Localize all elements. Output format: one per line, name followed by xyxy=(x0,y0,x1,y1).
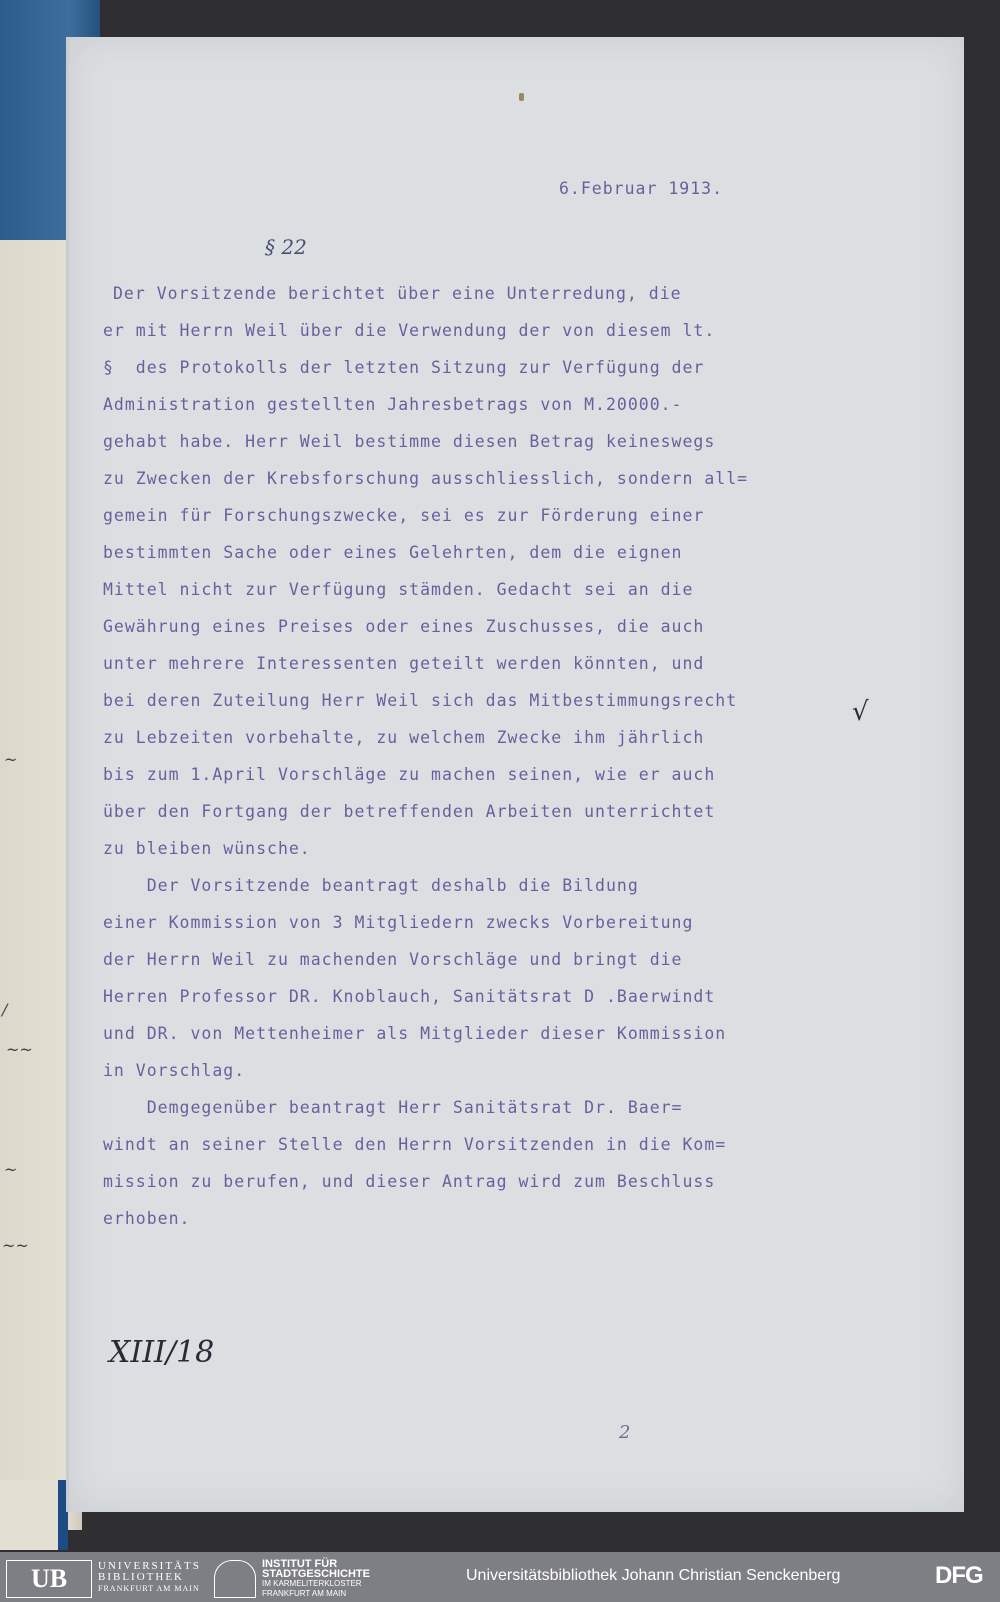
text-line: Administration gestellten Jahresbetrags von M.20000.- xyxy=(103,395,683,414)
document-date: 6.Februar 1913. xyxy=(559,179,724,198)
text-line: der Herrn Weil zu machenden Vorschläge und bringt die xyxy=(103,950,683,969)
ub-line-2: BIBLIOTHEK xyxy=(98,1571,184,1583)
text-line: gehabt habe. Herr Weil bestimme diesen Betrag keineswegs xyxy=(103,432,716,451)
text-line: er mit Herrn Weil über die Verwendung der von diesem lt. xyxy=(103,321,716,340)
text-line: einer Kommission von 3 Mitgliedern zwecks Vorbereitung xyxy=(103,913,694,932)
text-line: in Vorschlag. xyxy=(103,1061,246,1080)
footer-bar xyxy=(0,1552,1000,1602)
text-line: gemein für Forschungszwecke, sei es zur Förderung einer xyxy=(103,506,705,525)
text-line: Der Vorsitzende beantragt deshalb die Bildung xyxy=(103,876,639,895)
dfg-logo[interactable]: DFG xyxy=(935,1562,983,1589)
text-line: bei deren Zuteilung Herr Weil sich das Mitbestimmungsrecht xyxy=(103,691,738,710)
text-line: zu Zwecken der Krebsforschung ausschliesslich, sondern all= xyxy=(103,469,749,488)
text-line: Herren Professor DR. Knoblauch, Sanitätsrat D .Baerwindt xyxy=(103,987,716,1006)
text-line: Mittel nicht zur Verfügung stämden. Gedacht sei an die xyxy=(103,580,694,599)
text-line: Demgegenüber beantragt Herr Sanitätsrat Dr. Baer= xyxy=(103,1098,683,1117)
page-number: 2 xyxy=(619,1422,631,1443)
document-page xyxy=(66,37,964,1512)
text-line: erhoben. xyxy=(103,1209,191,1228)
isg-line-1: INSTITUT FÜR xyxy=(262,1558,338,1570)
text-line: windt an seiner Stelle den Herrn Vorsitzenden in die Kom= xyxy=(103,1135,727,1154)
text-line: bis zum 1.April Vorschläge zu machen seinen, wie er auch xyxy=(103,765,716,784)
text-line: bestimmten Sache oder eines Gelehrten, dem die eignen xyxy=(103,543,683,562)
isg-line-2: STADTGESCHICHTE xyxy=(262,1568,370,1580)
margin-scribble: ~ xyxy=(4,750,18,769)
isg-logo-text xyxy=(262,1559,370,1599)
handwritten-checkmark: √ xyxy=(852,697,869,727)
isg-line-4: FRANKFURT AM MAIN xyxy=(262,1589,347,1598)
text-line: zu Lebzeiten vorbehalte, zu welchem Zwecke ihm jährlich xyxy=(103,728,705,747)
ub-line-1: UNIVERSITÄTS xyxy=(98,1560,201,1572)
ub-line-3: FRANKFURT AM MAIN xyxy=(98,1584,200,1593)
handwritten-folio-mark: XIII/18 xyxy=(109,1335,215,1370)
ub-logo[interactable]: UB xyxy=(6,1560,92,1598)
typed-text-block xyxy=(103,37,903,1228)
margin-scribble: ~ xyxy=(4,1160,18,1179)
text-line: und DR. von Mettenheimer als Mitglieder dieser Kommission xyxy=(103,1024,727,1043)
text-line: § des Protokolls der letzten Sitzung zur Verfügung der xyxy=(103,358,705,377)
text-line: unter mehrere Interessenten geteilt werden könnten, und xyxy=(103,654,705,673)
paragraph-number: § 22 xyxy=(265,235,307,259)
text-line: Gewährung eines Preises oder eines Zuschusses, die auch xyxy=(103,617,705,636)
text-line: zu bleiben wünsche. xyxy=(103,839,311,858)
library-name: Universitätsbibliothek Johann Christian Senckenberg xyxy=(466,1567,841,1584)
isg-logo-icon[interactable] xyxy=(214,1560,256,1598)
text-line: über den Fortgang der betreffenden Arbeiten unterrichtet xyxy=(103,802,716,821)
text-line: mission zu berufen, und dieser Antrag wird zum Beschluss xyxy=(103,1172,716,1191)
underlying-page-bottom xyxy=(0,1480,66,1550)
ub-logo-text xyxy=(98,1561,201,1594)
margin-scribble: / xyxy=(2,1000,8,1019)
text-line: Der Vorsitzende berichtet über eine Unterredung, die xyxy=(113,284,682,303)
margin-scribble: ~~ xyxy=(6,1040,33,1059)
isg-line-3: IM KARMELITERKLOSTER xyxy=(262,1579,362,1588)
margin-scribble: ~~ xyxy=(2,1236,29,1255)
